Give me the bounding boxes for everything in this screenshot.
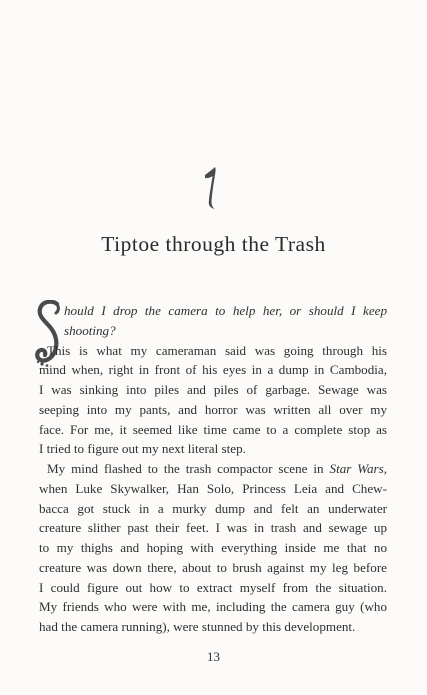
paragraph-3-line-1 (39, 459, 387, 479)
paragraph-3-line-1-comma: , (383, 461, 388, 476)
paragraph-3-line-8: My friends who were with me, including the camera guy (who (39, 599, 387, 615)
paragraph-3-line-9: had the camera running), were stunned by this development. (39, 619, 356, 634)
paragraph-2-line-1: This is what my cameraman said was going through his (47, 342, 387, 358)
chapter-body (39, 301, 387, 637)
paragraph-3-line-2: when Luke Skywalker, Han Solo, Princess Leia and Chew- (39, 480, 387, 496)
paragraph-1-line-2: shooting? (64, 322, 116, 338)
paragraph-3-line-6: creature was down there, about to brush against my leg before (39, 559, 387, 575)
paragraph-2-line-6: I tried to figure out my next literal step. (39, 441, 246, 457)
chapter-title: Tiptoe through the Trash (101, 232, 326, 256)
paragraph-1-line-1: hould I drop the camera to help her, or should I keep (64, 303, 387, 318)
chapter-number-glyph (196, 166, 224, 210)
paragraph-2-line-2: mind when, right in front of his eyes in a dump in Cambodia, (39, 362, 387, 378)
paragraph-3-line-3: bacca got stuck in a murky dump and felt an underwater (39, 500, 387, 516)
paragraph-2-line-3: I was sinking into piles and piles of garbage. Sewage was (39, 382, 387, 397)
paragraph-2-line-5: face. For me, it seemed like time came to a complete stop as (39, 421, 387, 437)
paragraph-3-line-7: I could figure out how to extract myself from the situation. (39, 579, 387, 595)
paragraph-3-line-4: creature slither past their feet. I was in trash and sewage up (39, 520, 387, 536)
paragraph-3-line-1-text: My mind flashed to the trash compactor scene in (47, 461, 330, 476)
page-number: 13 (207, 649, 220, 664)
paragraph-2-line-4: seeping into my pants, and horror was written all over my (39, 401, 387, 417)
book-title-star-wars: Star Wars (329, 461, 384, 476)
chapter-number (196, 166, 224, 210)
paragraph-3-line-5: to my thighs and hoping with everything inside me that no (39, 540, 387, 555)
